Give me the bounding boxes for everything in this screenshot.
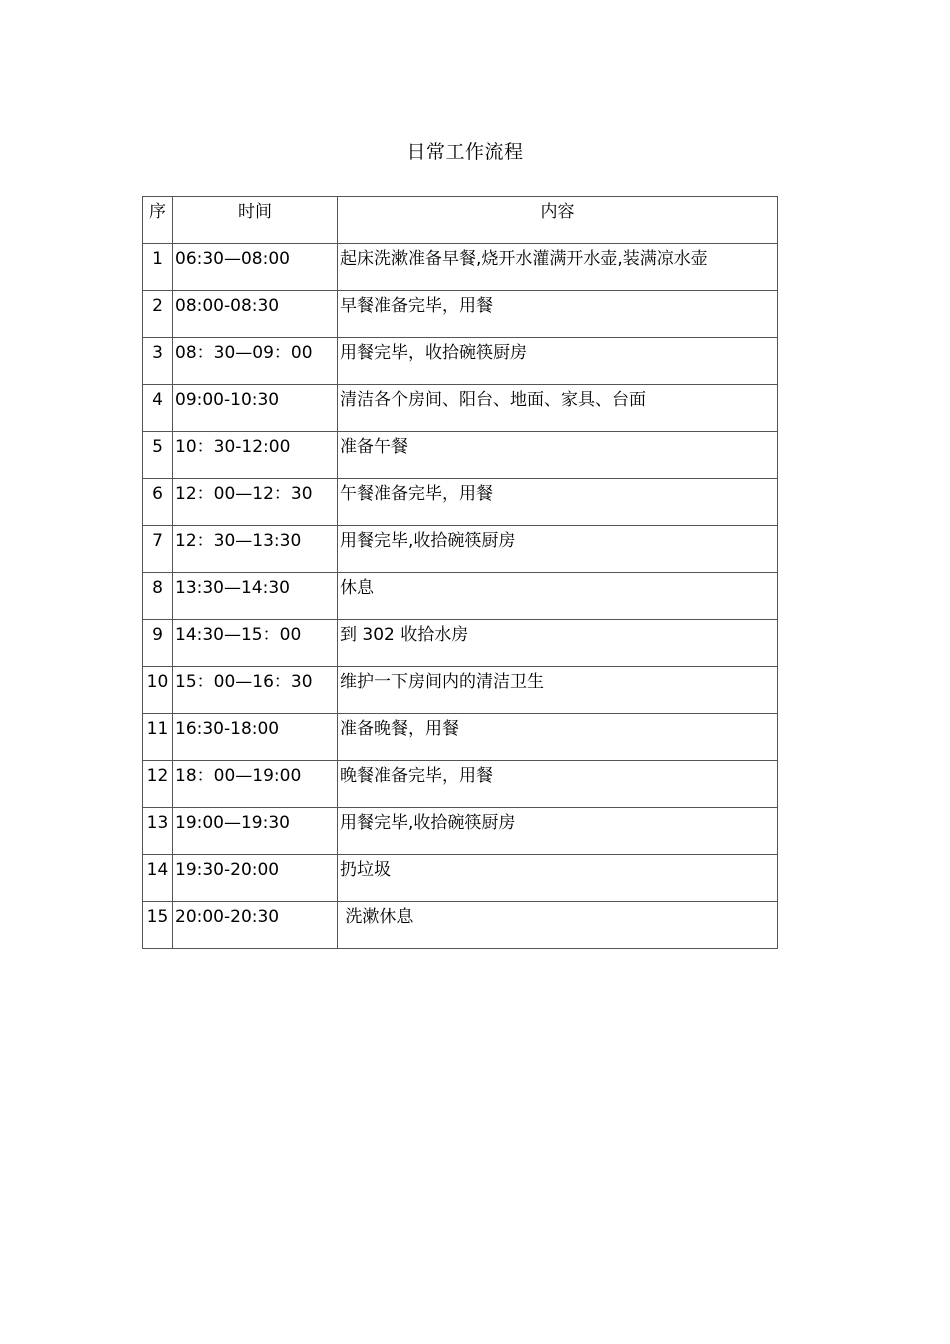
row-seq: 9 xyxy=(143,620,173,667)
row-time: 20:00-20:30 xyxy=(173,902,338,949)
row-seq: 4 xyxy=(143,385,173,432)
row-seq: 12 xyxy=(143,761,173,808)
row-content: 晚餐准备完毕，用餐 xyxy=(338,761,778,808)
table-row xyxy=(143,244,778,291)
row-time: 08:00-08:30 xyxy=(173,291,338,338)
row-content: 到 302 收拾水房 xyxy=(338,620,778,667)
row-time: 16:30-18:00 xyxy=(173,714,338,761)
row-seq: 11 xyxy=(143,714,173,761)
column-header-seq: 序 xyxy=(143,197,173,244)
row-seq: 1 xyxy=(143,244,173,291)
row-seq: 8 xyxy=(143,573,173,620)
row-time: 12：30—13:30 xyxy=(173,526,338,573)
row-time: 18：00—19:00 xyxy=(173,761,338,808)
table-header-row xyxy=(143,197,778,244)
table-row xyxy=(143,385,778,432)
row-time: 14:30—15：00 xyxy=(173,620,338,667)
table-row xyxy=(143,432,778,479)
row-content: 休息 xyxy=(338,573,778,620)
row-content: 准备晚餐，用餐 xyxy=(338,714,778,761)
table-row xyxy=(143,573,778,620)
row-content: 用餐完毕,收拾碗筷厨房 xyxy=(338,808,778,855)
row-seq: 7 xyxy=(143,526,173,573)
row-content: 洗漱休息 xyxy=(338,902,778,949)
row-seq: 10 xyxy=(143,667,173,714)
row-time: 10：30-12:00 xyxy=(173,432,338,479)
row-content: 扔垃圾 xyxy=(338,855,778,902)
table-row xyxy=(143,902,778,949)
row-content: 用餐完毕，收拾碗筷厨房 xyxy=(338,338,778,385)
row-seq: 2 xyxy=(143,291,173,338)
table-row xyxy=(143,761,778,808)
column-header-time: 时间 xyxy=(173,197,338,244)
row-time: 19:30-20:00 xyxy=(173,855,338,902)
row-time: 13:30—14:30 xyxy=(173,573,338,620)
row-content: 清洁各个房间、阳台、地面、家具、台面 xyxy=(338,385,778,432)
row-time: 12：00—12：30 xyxy=(173,479,338,526)
table-row xyxy=(143,808,778,855)
page-title: 日常工作流程 xyxy=(406,141,524,163)
schedule-table xyxy=(142,196,778,949)
table-row xyxy=(143,714,778,761)
row-content: 用餐完毕,收拾碗筷厨房 xyxy=(338,526,778,573)
row-time: 08：30—09：00 xyxy=(173,338,338,385)
row-seq: 6 xyxy=(143,479,173,526)
row-seq: 3 xyxy=(143,338,173,385)
table-row xyxy=(143,855,778,902)
row-content: 午餐准备完毕，用餐 xyxy=(338,479,778,526)
table-row xyxy=(143,291,778,338)
table-row xyxy=(143,526,778,573)
table-row xyxy=(143,479,778,526)
row-seq: 5 xyxy=(143,432,173,479)
row-time: 09:00-10:30 xyxy=(173,385,338,432)
table-row xyxy=(143,667,778,714)
row-content: 起床洗漱准备早餐,烧开水灌满开水壶,装满凉水壶 xyxy=(338,244,778,291)
row-time: 15：00—16：30 xyxy=(173,667,338,714)
table-row xyxy=(143,620,778,667)
row-content: 早餐准备完毕，用餐 xyxy=(338,291,778,338)
row-time: 19:00—19:30 xyxy=(173,808,338,855)
column-header-content: 内容 xyxy=(338,197,778,244)
table-row xyxy=(143,338,778,385)
row-content: 准备午餐 xyxy=(338,432,778,479)
row-seq: 15 xyxy=(143,902,173,949)
row-seq: 13 xyxy=(143,808,173,855)
row-seq: 14 xyxy=(143,855,173,902)
row-time: 06:30—08:00 xyxy=(173,244,338,291)
row-content: 维护一下房间内的清洁卫生 xyxy=(338,667,778,714)
